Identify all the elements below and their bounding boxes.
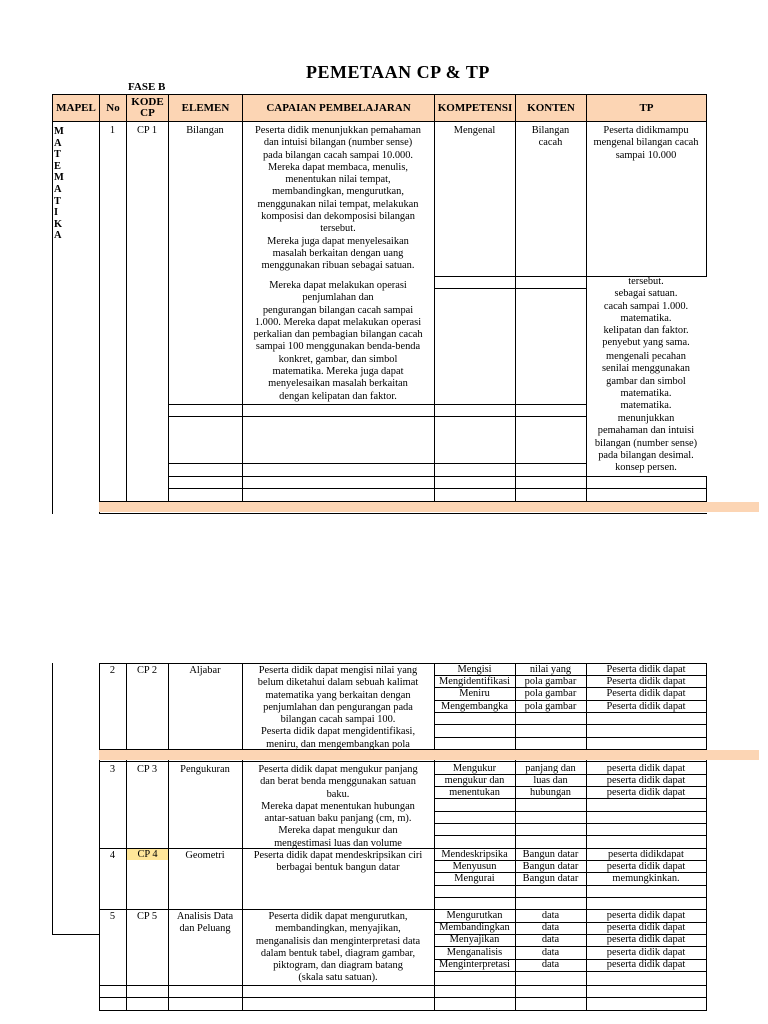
row5-konten: data <box>541 934 560 945</box>
row1-kode: CP 1 <box>136 125 158 136</box>
row3-tp: peserta didik dapat <box>606 787 686 798</box>
row5-konten: data <box>541 922 560 933</box>
row4-capaian: Peserta didik dapat mendeskripsikan ciri berbagai bentuk bangun datar <box>253 850 423 874</box>
mapel-letter: T <box>54 195 61 207</box>
row5-kompetensi: Menganalisis <box>446 947 503 958</box>
mapel-letter: A <box>54 137 62 149</box>
header-kompetensi: KOMPETENSI <box>434 94 516 122</box>
row5-tp: peserta didik dapat <box>606 922 686 933</box>
mapel-letter: I <box>54 207 59 219</box>
row5-kompetensi: Mengurutkan <box>446 910 503 921</box>
row2-konten: pola gambar <box>524 701 577 712</box>
row3-konten: panjang dan <box>525 763 576 774</box>
mapel-letter: M <box>54 172 64 184</box>
mapel-letter: A <box>54 183 62 195</box>
row3-tp: peserta didik dapat <box>606 775 686 786</box>
header-konten: KONTEN <box>515 94 587 122</box>
row5-konten: data <box>541 910 560 921</box>
row4-konten: Bangun datar <box>522 861 579 872</box>
row5-konten: data <box>541 959 560 970</box>
mapel-vertical-text <box>54 126 64 242</box>
header-kode-cp: KODE CP <box>126 94 169 122</box>
row3-kompetensi: mengukur dan <box>444 775 505 786</box>
row2-kompetensi: Mengidentifikasi <box>439 676 510 687</box>
row5-konten: data <box>541 947 560 958</box>
header-capaian: CAPAIAN PEMBELAJARAN <box>242 94 435 122</box>
row4-kode-highlighted: CP 4 <box>127 849 168 860</box>
row2-tp: Peserta didik dapat <box>606 664 686 675</box>
row5-kompetensi: Menginterpretasi <box>439 959 510 970</box>
row1-tp-a: Peserta didikmampu mengenal bilangan cacah sampai 10.000 <box>593 125 699 161</box>
row4-tp: memungkinkan. <box>612 873 680 884</box>
mapel-letter: T <box>54 149 61 161</box>
row4-kompetensi: Menyusun <box>452 861 497 872</box>
row1-elemen: Bilangan <box>186 125 224 136</box>
row4-kompetensi: Mendeskripsika <box>441 849 508 860</box>
row2-kompetensi: Meniru <box>459 688 490 699</box>
row4-elemen: Geometri <box>185 850 225 861</box>
row3-tp: peserta didik dapat <box>606 763 686 774</box>
row4-no: 4 <box>109 850 116 861</box>
mapel-letter: M <box>54 126 64 137</box>
row5-elemen: Analisis Data dan Peluang <box>176 911 234 935</box>
header-tp: TP <box>586 94 707 122</box>
row3-elemen: Pengukuran <box>180 764 230 775</box>
row1-capaian-b: Mereka dapat melakukan operasi penjumlahan dan pengurangan bilangan cacah sampai 1.000. Mereka dapat melakukan operasi perkalian dan pembagian bilangan cacah sampai 100 menggunakan benda-benda konkret, gambar, dan simbol matematika. Mereka juga dapat menyelesaikan masalah berkaitan dengan kelipatan dan faktor. <box>253 280 423 402</box>
row3-capaian: Peserta didik dapat mengukur panjang dan berat benda menggunakan satuan baku. Mereka dapat menentukan hubungan antar-satuan baku panjang (cm, m). Mereka dapat mengukur dan mengestimasi luas dan volume <box>258 764 418 848</box>
row1-tp-c: mengenali pecahan senilai menggunakan gambar dan simbol matematika. matematika. <box>601 351 690 412</box>
phase-label: FASE B <box>128 81 166 93</box>
row5-kompetensi: Membandingkan <box>439 922 510 933</box>
row1-kompetensi: Mengenal <box>453 125 496 136</box>
row3-kompetensi: menentukan <box>449 787 500 798</box>
row1-no: 1 <box>109 125 116 136</box>
row5-kode: CP 5 <box>136 911 158 922</box>
row3-kompetensi: Mengukur <box>452 763 497 774</box>
row2-konten: pola gambar <box>524 688 577 699</box>
row5-no: 5 <box>109 911 116 922</box>
row3-konten: luas dan <box>533 775 568 786</box>
row2-kompetensi: Mengisi <box>457 664 492 675</box>
row5-tp: peserta didik dapat <box>606 947 686 958</box>
row2-kode: CP 2 <box>136 665 158 676</box>
row2-capaian: Peserta didik dapat mengisi nilai yang belum diketahui dalam sebuah kalimat matematika yang berkaitan dengan penjumlahan dan pengurangan pada bilangan cacah sampai 100. Peserta didik dapat mengidentifikasi, meniru, dan mengembangkan pola <box>257 665 419 749</box>
row-separator-band <box>99 502 759 512</box>
row1-tp-d: menunjukkan pemahaman dan intuisi bilangan (number sense) pada bilangan desimal. konsep persen. <box>594 413 698 474</box>
row4-konten: Bangun datar <box>522 873 579 884</box>
row1-konten: Bilangan cacah <box>531 125 570 149</box>
row4-tp: peserta didik dapat <box>606 861 686 872</box>
row2-no: 2 <box>109 665 116 676</box>
row2-elemen: Aljabar <box>189 665 221 676</box>
row2-konten: nilai yang <box>529 664 572 675</box>
header-no: No <box>99 94 127 122</box>
row3-no: 3 <box>109 764 116 775</box>
row5-capaian: Peserta didik dapat mengurutkan, membandingkan, menyajikan, menganalisis dan menginterpretasi data dalam bentuk tabel, diagram gambar, piktogram, dan diagram batang (skala satu satuan). <box>255 911 421 984</box>
row2-tp: Peserta didik dapat <box>606 701 686 712</box>
row3-konten: hubungan <box>530 787 571 798</box>
row1-tp-b: tersebut. sebagai satuan. cacah sampai 1.000. matematika. kelipatan dan faktor. penyebut yang sama. <box>602 276 690 349</box>
mapel-letter: E <box>54 160 61 172</box>
row-separator-band <box>99 750 759 760</box>
row5-kompetensi: Menyajikan <box>449 934 500 945</box>
row2-tp: Peserta didik dapat <box>606 688 686 699</box>
row3-kode: CP 3 <box>136 764 158 775</box>
row5-tp: peserta didik dapat <box>606 910 686 921</box>
row4-konten: Bangun datar <box>522 849 579 860</box>
mapel-letter: A <box>54 230 62 242</box>
header-mapel: MAPEL <box>52 94 100 122</box>
row1-capaian-a: Peserta didik menunjukkan pemahaman dan intuisi bilangan (number sense) pada bilangan cacah sampai 10.000. Mereka dapat membaca, menulis, menentukan nilai tempat, membandingkan, mengurutkan, menggunakan nilai tempat, melakukan komposisi dan dekomposisi bilangan tersebut. Mereka juga dapat menyelesaikan masalah berkaitan dengan uang menggunakan ribuan sebagai satuan. <box>255 125 421 272</box>
mapel-letter: K <box>54 218 63 230</box>
row2-konten: pola gambar <box>524 676 577 687</box>
page-title: PEMETAAN CP & TP <box>306 62 490 82</box>
header-elemen: ELEMEN <box>168 94 243 122</box>
row4-tp: peserta didikdapat <box>608 849 684 860</box>
row2-tp: Peserta didik dapat <box>606 676 686 687</box>
row5-tp: peserta didik dapat <box>606 934 686 945</box>
row5-tp: peserta didik dapat <box>606 959 686 970</box>
row4-kompetensi: Mengurai <box>454 873 495 884</box>
row2-kompetensi: Mengembangka <box>441 701 508 712</box>
